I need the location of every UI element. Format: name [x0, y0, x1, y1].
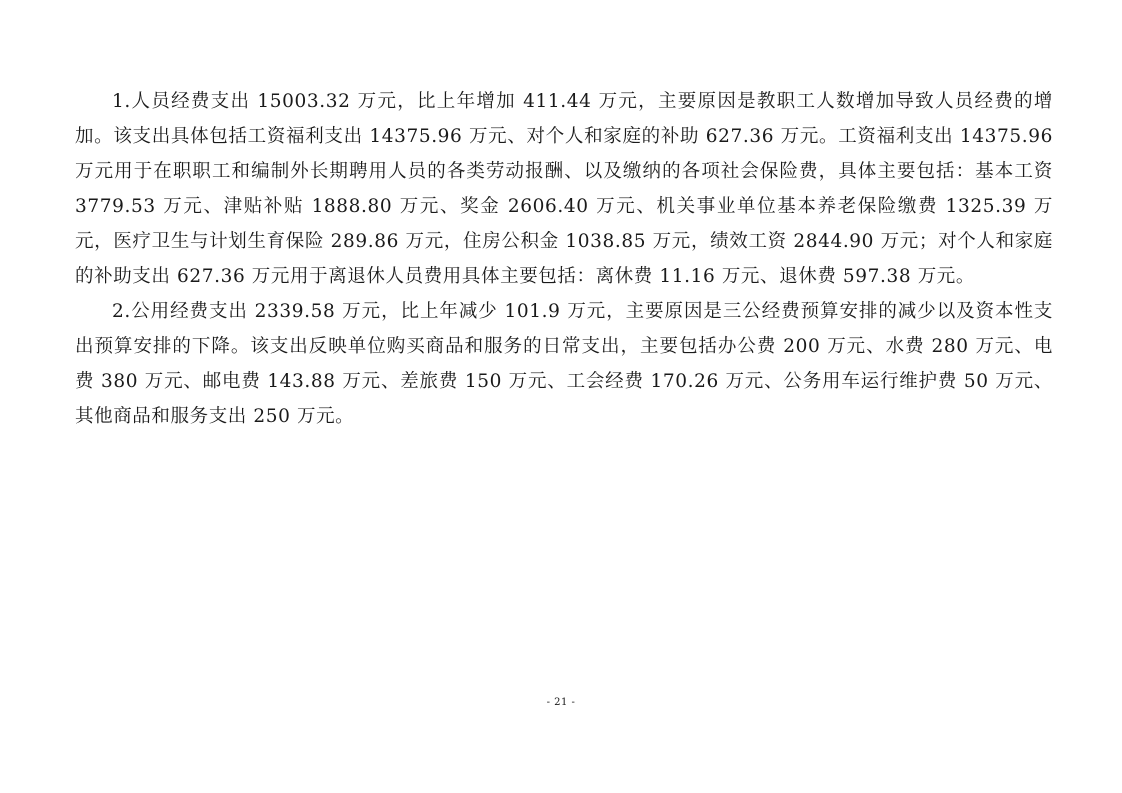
paragraph-personnel-expenses: 1.人员经费支出 15003.32 万元，比上年增加 411.44 万元，主要原因是教职工人数增加导致人员经费的增加。该支出具体包括工资福利支出 14375.96 万元、对个人和家庭的补助 627.36 万元。工资福利支出 14375.96 万元用于在职职工和编制外长期聘用人员的各类劳动报酬、以及缴纳的各项社会保险费，具体主要包括：基本工资 3779.53 万元、津贴补贴 1888.80 万元、奖金 2606.40 万元、机关事业单位基本养老保险缴费 1325.39 万元，医疗卫生与计划生育保险 289.86 万元，住房公积金 1038.85 万元，绩效工资 2844.90 万元；对个人和家庭的补助支出 627.36 万元用于离退休人员费用具体主要包括：离休费 11.16 万元、退休费 597.38 万元。 [75, 91, 1053, 287]
page-number: - 21 - [546, 697, 576, 708]
document-body [75, 84, 1053, 434]
paragraph-public-expenses: 2.公用经费支出 2339.58 万元，比上年减少 101.9 万元，主要原因是三公经费预算安排的减少以及资本性支出预算安排的下降。该支出反映单位购买商品和服务的日常支出，主要包括办公费 200 万元、水费 280 万元、电费 380 万元、邮电费 143.88 万元、差旅费 150 万元、工会经费 170.26 万元、公务用车运行维护费 50 万元、其他商品和服务支出 250 万元。 [75, 301, 1053, 427]
